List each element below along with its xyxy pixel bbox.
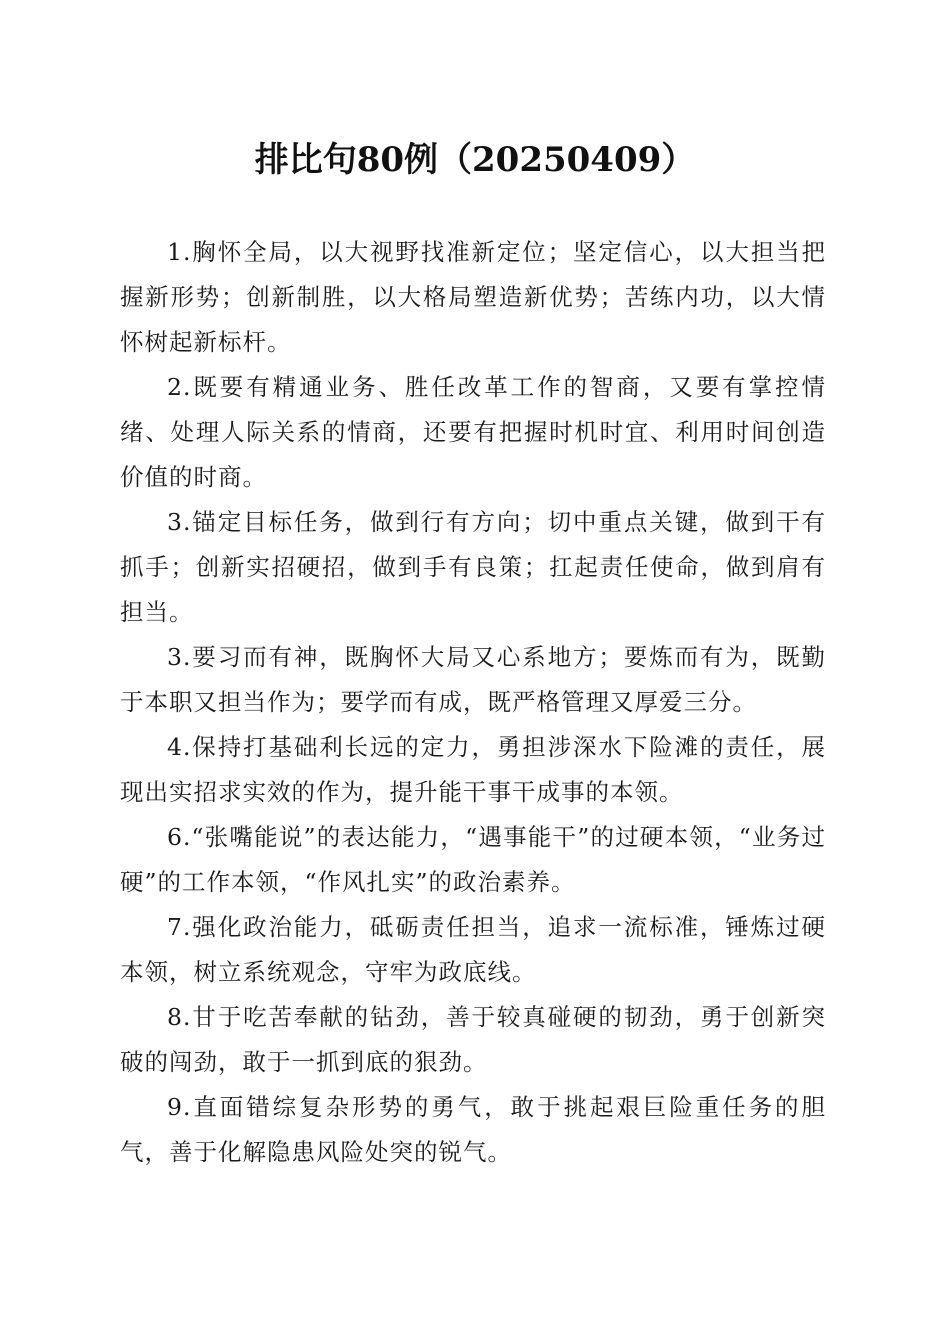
paragraph-1: 1.胸怀全局，以大视野找准新定位；坚定信心，以大担当把握新形势；创新制胜，以大格局塑造新优势；苦练内功，以大情怀树起新标杆。: [120, 238, 826, 356]
paragraph-5: 4.保持打基础利长远的定力，勇担涉深水下险滩的责任，展现出实招求实效的作为，提升能干事干成事的本领。: [120, 733, 826, 806]
paragraph-3: 3.锚定目标任务，做到行有方向；切中重点关键，做到干有抓手；创新实招硬招，做到手有良策；扛起责任使命，做到肩有担当。: [120, 508, 826, 626]
document-body: [120, 230, 826, 1175]
paragraph-2: 2.既要有精通业务、胜任改革工作的智商，又要有掌控情绪、处理人际关系的情商，还要有把握时机时宜、利用时间创造价值的时商。: [120, 373, 826, 491]
paragraph-8: 8.甘于吃苦奉献的钻劲，善于较真碰硬的韧劲，勇于创新突破的闯劲，敢于一抓到底的狠劲。: [120, 1003, 826, 1076]
paragraph-7: 7.强化政治能力，砥砺责任担当，追求一流标准，锤炼过硬本领，树立系统观念，守牢为政底线。: [120, 913, 826, 986]
document-title: 排比句80例（20250409）: [254, 140, 696, 180]
paragraph-4: 3.要习而有神，既胸怀大局又心系地方；要炼而有为，既勤于本职又担当作为；要学而有成，既严格管理又厚爱三分。: [120, 643, 826, 716]
paragraph-9: 9.直面错综复杂形势的勇气，敢于挑起艰巨险重任务的胆气，善于化解隐患风险处突的锐气。: [120, 1093, 826, 1166]
paragraph-6: 6.“张嘴能说”的表达能力，“遇事能干”的过硬本领，“业务过硬”的工作本领，“作风扎实”的政治素养。: [120, 823, 826, 896]
